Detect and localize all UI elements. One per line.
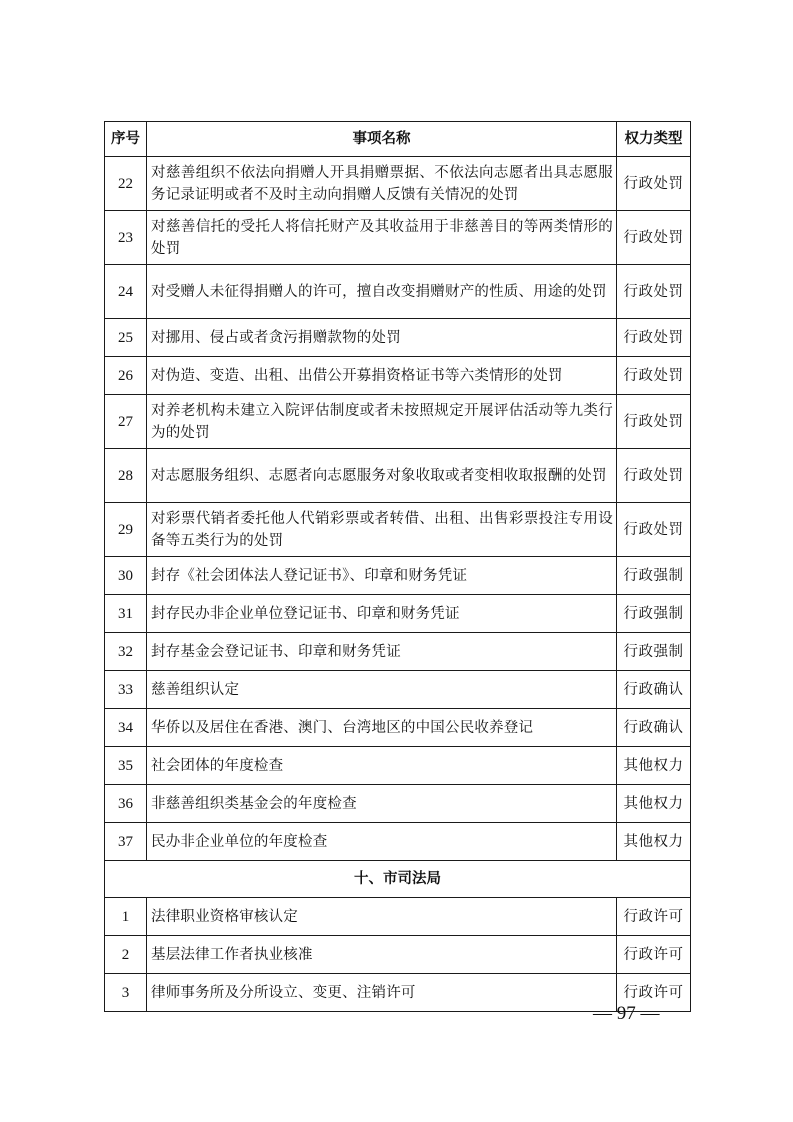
row-power-type: 行政处罚 xyxy=(617,357,691,395)
row-power-type: 行政确认 xyxy=(617,709,691,747)
row-item-name: 对伪造、变造、出租、出借公开募捐资格证书等六类情形的处罚 xyxy=(147,357,617,395)
row-power-type: 行政处罚 xyxy=(617,211,691,265)
row-power-type: 行政处罚 xyxy=(617,157,691,211)
row-item-name: 社会团体的年度检查 xyxy=(147,747,617,785)
row-serial-number: 31 xyxy=(105,595,147,633)
table-row xyxy=(105,898,691,936)
row-item-name: 对挪用、侵占或者贪污捐赠款物的处罚 xyxy=(147,319,617,357)
row-item-name: 法律职业资格审核认定 xyxy=(147,898,617,936)
row-power-type: 行政处罚 xyxy=(617,395,691,449)
row-serial-number: 27 xyxy=(105,395,147,449)
row-power-type: 行政处罚 xyxy=(617,449,691,503)
row-item-name: 封存《社会团体法人登记证书》、印章和财务凭证 xyxy=(147,557,617,595)
row-power-type: 其他权力 xyxy=(617,747,691,785)
row-item-name: 对养老机构未建立入院评估制度或者未按照规定开展评估活动等九类行为的处罚 xyxy=(147,395,617,449)
page-number: — 97 — xyxy=(593,1003,660,1024)
row-serial-number: 34 xyxy=(105,709,147,747)
table-row xyxy=(105,633,691,671)
row-item-name: 律师事务所及分所设立、变更、注销许可 xyxy=(147,974,617,1012)
header-serial-number: 序号 xyxy=(105,122,147,157)
row-power-type: 行政许可 xyxy=(617,974,691,1012)
table-row xyxy=(105,785,691,823)
table-row xyxy=(105,671,691,709)
table-header-row xyxy=(105,122,691,157)
table-row xyxy=(105,709,691,747)
row-serial-number: 23 xyxy=(105,211,147,265)
row-power-type: 行政处罚 xyxy=(617,265,691,319)
table-row xyxy=(105,157,691,211)
row-serial-number: 33 xyxy=(105,671,147,709)
row-power-type: 行政处罚 xyxy=(617,319,691,357)
row-power-type: 行政许可 xyxy=(617,936,691,974)
row-power-type: 行政强制 xyxy=(617,557,691,595)
row-item-name: 封存民办非企业单位登记证书、印章和财务凭证 xyxy=(147,595,617,633)
row-serial-number: 3 xyxy=(105,974,147,1012)
row-item-name: 民办非企业单位的年度检查 xyxy=(147,823,617,861)
row-power-type: 其他权力 xyxy=(617,785,691,823)
row-item-name: 华侨以及居住在香港、澳门、台湾地区的中国公民收养登记 xyxy=(147,709,617,747)
row-item-name: 对受赠人未征得捐赠人的许可，擅自改变捐赠财产的性质、用途的处罚 xyxy=(147,265,617,319)
row-serial-number: 25 xyxy=(105,319,147,357)
table-row xyxy=(105,557,691,595)
header-item-name: 事项名称 xyxy=(147,122,617,157)
row-power-type: 行政强制 xyxy=(617,595,691,633)
table-row xyxy=(105,395,691,449)
row-power-type: 其他权力 xyxy=(617,823,691,861)
table-row xyxy=(105,595,691,633)
row-serial-number: 30 xyxy=(105,557,147,595)
row-serial-number: 28 xyxy=(105,449,147,503)
table-row xyxy=(105,747,691,785)
power-list-table xyxy=(104,121,691,1012)
table-row xyxy=(105,357,691,395)
row-item-name: 慈善组织认定 xyxy=(147,671,617,709)
row-power-type: 行政强制 xyxy=(617,633,691,671)
row-serial-number: 1 xyxy=(105,898,147,936)
row-serial-number: 26 xyxy=(105,357,147,395)
row-serial-number: 37 xyxy=(105,823,147,861)
table-row xyxy=(105,936,691,974)
row-serial-number: 35 xyxy=(105,747,147,785)
table-row xyxy=(105,823,691,861)
table-row xyxy=(105,503,691,557)
row-item-name: 基层法律工作者执业核准 xyxy=(147,936,617,974)
row-serial-number: 22 xyxy=(105,157,147,211)
table-row xyxy=(105,319,691,357)
table-row xyxy=(105,449,691,503)
row-serial-number: 24 xyxy=(105,265,147,319)
row-power-type: 行政处罚 xyxy=(617,503,691,557)
row-item-name: 封存基金会登记证书、印章和财务凭证 xyxy=(147,633,617,671)
section-title: 十、市司法局 xyxy=(105,861,691,898)
row-serial-number: 2 xyxy=(105,936,147,974)
row-power-type: 行政确认 xyxy=(617,671,691,709)
row-item-name: 对彩票代销者委托他人代销彩票或者转借、出租、出售彩票投注专用设备等五类行为的处罚 xyxy=(147,503,617,557)
section-header-row xyxy=(105,861,691,898)
row-item-name: 非慈善组织类基金会的年度检查 xyxy=(147,785,617,823)
row-serial-number: 32 xyxy=(105,633,147,671)
header-power-type: 权力类型 xyxy=(617,122,691,157)
table-row xyxy=(105,265,691,319)
row-item-name: 对慈善信托的受托人将信托财产及其收益用于非慈善目的等两类情形的处罚 xyxy=(147,211,617,265)
row-serial-number: 29 xyxy=(105,503,147,557)
table-row xyxy=(105,211,691,265)
row-power-type: 行政许可 xyxy=(617,898,691,936)
row-item-name: 对慈善组织不依法向捐赠人开具捐赠票据、不依法向志愿者出具志愿服务记录证明或者不及时主动向捐赠人反馈有关情况的处罚 xyxy=(147,157,617,211)
row-serial-number: 36 xyxy=(105,785,147,823)
row-item-name: 对志愿服务组织、志愿者向志愿服务对象收取或者变相收取报酬的处罚 xyxy=(147,449,617,503)
